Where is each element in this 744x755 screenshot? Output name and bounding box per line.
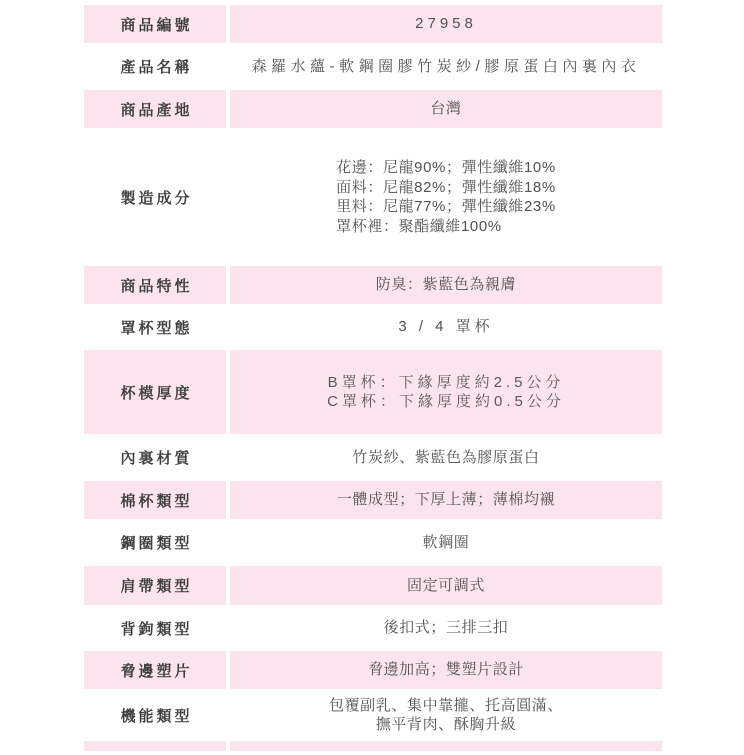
table-row-wire-type [84,523,662,562]
row-value [230,609,662,647]
table-row-cup-thickness [84,350,662,434]
row-label: 機能類型 [84,693,226,737]
value-line: 森羅水蘊-軟鋼圈膠竹炭紗/膠原蛋白內裏內衣 [251,57,641,75]
value-line: 台灣 [430,100,462,118]
row-label: 製造成分 [84,132,226,262]
row-label: 脅邊塑片 [84,651,226,689]
value-line: B罩杯：下緣厚度約2.5公分 [327,373,565,391]
row-value [230,651,662,689]
table-row-function-type [84,693,662,737]
value-line: 27958 [415,15,477,33]
value-line: 撫平背肉、酥胸升級 [375,716,517,733]
value-line: 面料：尼龍82%；彈性纖維18% [336,178,556,196]
row-value [230,132,662,262]
table-row-features [84,266,662,304]
table-row-cup-type [84,308,662,346]
value-line: 竹炭紗、紫藍色為膠原蛋白 [352,448,540,466]
value-line: 花邊：尼龍90%；彈性纖維10% [336,159,556,176]
row-value [230,741,662,751]
value-line: 防臭：紫藍色為親膚 [375,276,517,294]
value-line: 固定可調式 [406,576,485,594]
value-line: 包覆副乳、集中靠攏、托高圓滿、 [328,696,563,714]
row-value [230,5,662,43]
row-label: 商品編號 [84,5,226,43]
row-label: 鋼圈類型 [84,523,226,562]
value-line: 後扣式；三排三扣 [383,619,509,637]
row-value [230,481,662,519]
table-row-clipped [84,741,662,751]
row-value [230,523,662,562]
table-row-padding-type [84,481,662,519]
row-label: 內裏材質 [84,438,226,477]
row-value [230,47,662,86]
row-value [230,566,662,605]
row-label: 杯模厚度 [84,350,226,434]
table-row-item-number [84,5,662,43]
row-value [230,266,662,304]
table-row-strap-type [84,566,662,605]
value-lines [327,373,565,412]
value-line: C罩杯：下緣厚度約0.5公分 [327,393,565,410]
row-value [230,308,662,346]
row-label: 產品名稱 [84,47,226,86]
row-value [230,90,662,128]
value-lines [336,158,556,236]
row-label: 商品特性 [84,266,226,304]
row-label: 罩杯型態 [84,308,226,346]
table-row-origin [84,90,662,128]
table-row-hook-type [84,609,662,647]
value-line: 3 / 4 罩杯 [398,318,494,336]
value-line: 罩杯裡：聚酯纖維100% [336,217,502,235]
product-spec-table [84,5,662,755]
row-label: 背鉤類型 [84,609,226,647]
row-label: 棉杯類型 [84,481,226,519]
row-label: 商品產地 [84,90,226,128]
row-label [84,741,226,751]
row-value [230,693,662,737]
row-value [230,350,662,434]
table-row-product-name [84,47,662,86]
value-line: 軟鋼圈 [422,533,470,551]
table-row-side-panel [84,651,662,689]
row-value [230,438,662,477]
value-lines [329,696,563,735]
table-row-lining-material [84,438,662,477]
row-label: 肩帶類型 [84,566,226,605]
value-line: 一體成型；下厚上薄；薄棉均襯 [336,491,556,509]
value-line: 脅邊加高；雙塑片設計 [367,661,524,679]
value-line: 里料：尼龍77%；彈性纖維23% [336,198,556,215]
table-row-composition [84,132,662,262]
